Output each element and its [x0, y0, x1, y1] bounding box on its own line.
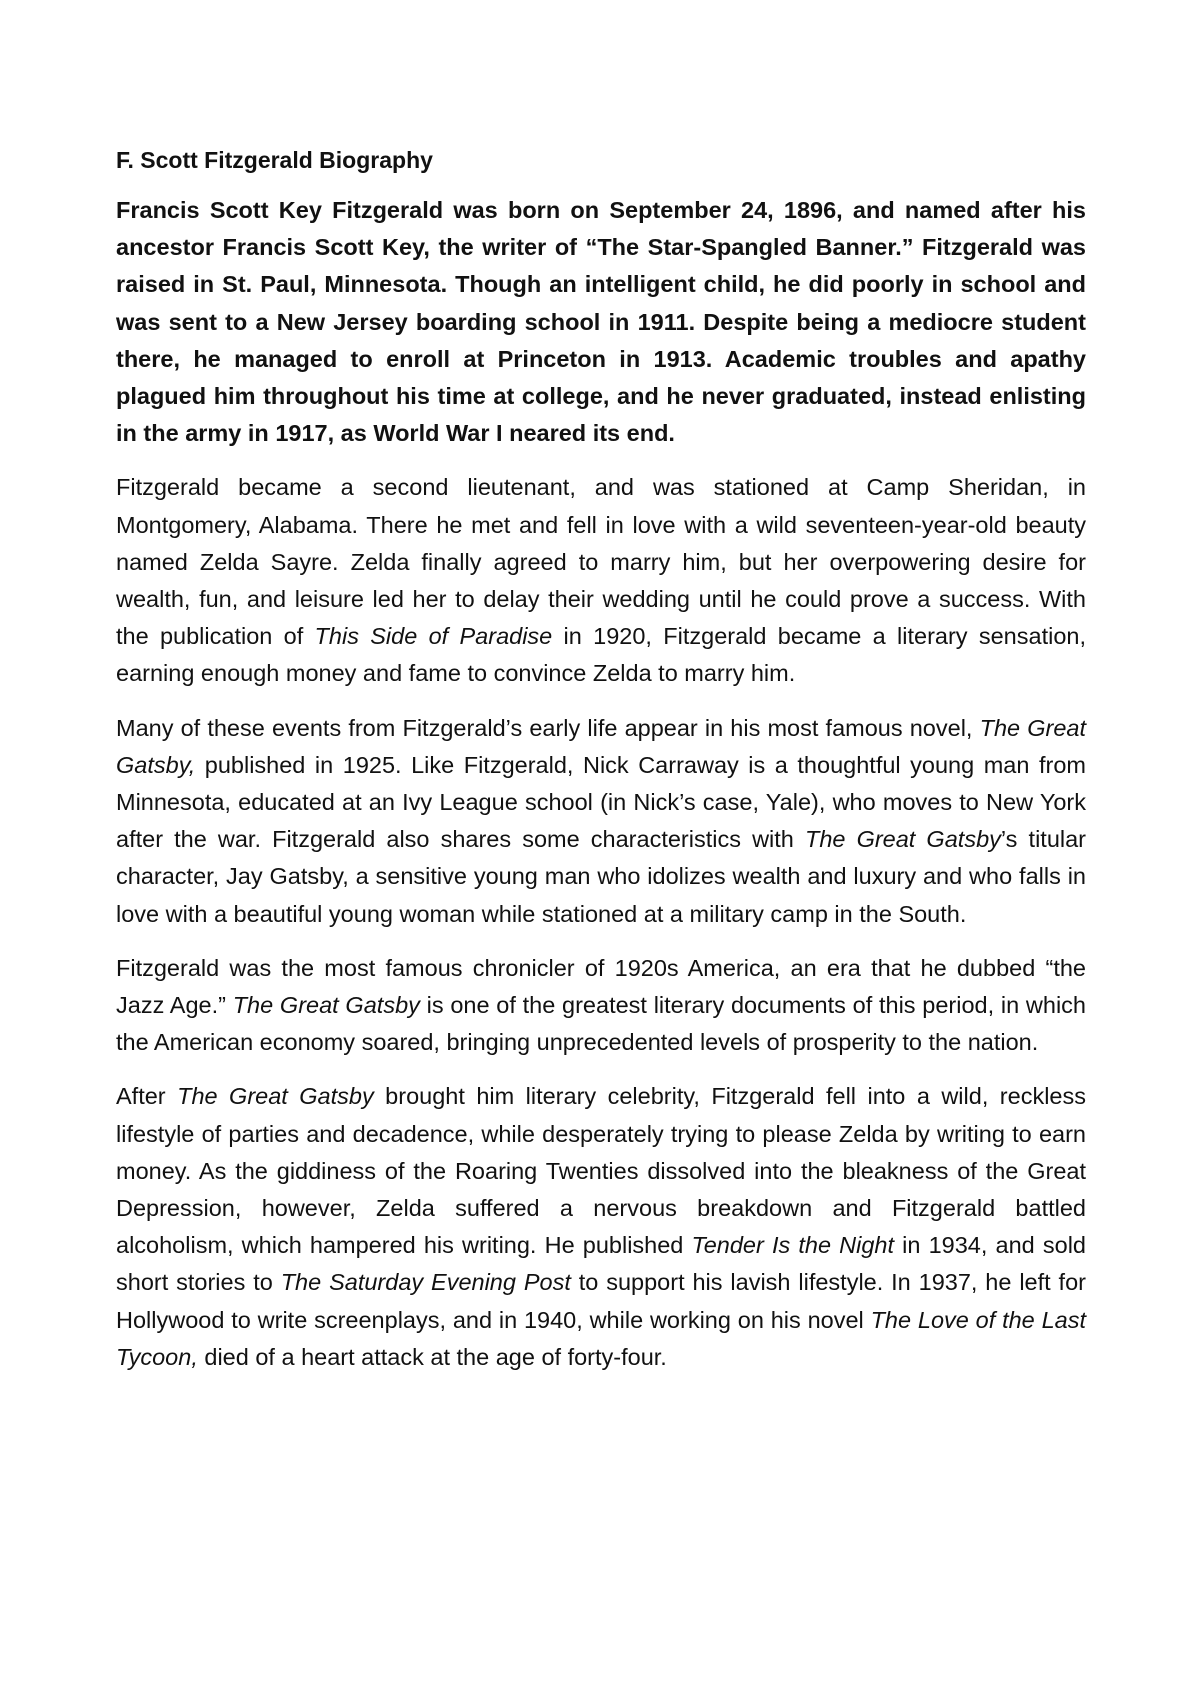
paragraph-intro: Francis Scott Key Fitzgerald was born on September 24, 1896, and named after his ancestor Francis Scott Key, the writer of “The Star-Spangled Banner.” Fitzgerald was raised in St. Paul, Minnesota. Though an intelligent child, he did poorly in school and was sent to a New Jersey boarding school in 1911. Despite being a mediocre student there, he managed to enroll at Princeton in 1913. Academic troubles and apathy plagued him throughout his time at college, and he never graduated, instead enlisting in the army in 1917, as World War I neared its end. — [116, 197, 1086, 447]
text-run: to support his lavish lifestyle. In 1937, he left for Hollywood to write screenplays, and in 1940, while working on his novel — [116, 1269, 1086, 1333]
document-page — [116, 144, 1086, 1393]
book-title: The Great Gatsby, — [116, 714, 1086, 778]
book-title: The Love of the Last Tycoon, — [116, 1306, 1086, 1370]
paragraph-jazz-age — [116, 950, 1086, 1062]
text-run: published in 1925. Like Fitzgerald, Nick Carraway is a thoughtful young man from Minnesota, educated at an Ivy League school (in Nick’s case, Yale), who moves to New York after the war. Fitzgerald also shares some characteristics with — [116, 751, 1086, 853]
book-title: Tender Is the Night — [691, 1232, 895, 1259]
publication-title: The Saturday Evening Post — [280, 1269, 571, 1296]
paragraph-later-life — [116, 1078, 1086, 1376]
text-run: Fitzgerald became a second lieutenant, and was stationed at Camp Sheridan, in Montgomery, Alabama. There he met and fell in love with a wild seventeen-year-old beauty named Zelda Sayre. Zelda finally agreed to marry him, but her overpowering desire for wealth, fun, and leisure led her to delay their wedding until he could prove a success. With the publication of — [116, 474, 1086, 650]
book-title: This Side of Paradise — [314, 623, 553, 650]
document-title: F. Scott Fitzgerald Biography — [116, 147, 433, 173]
text-run: Fitzgerald was the most famous chronicler of 1920s America, an era that he dubbed “the Jazz Age.” — [116, 954, 1086, 1019]
book-title: The Great Gatsby — [804, 826, 1001, 853]
paragraph-lieutenant — [116, 469, 1086, 692]
book-title: The Great Gatsby — [232, 992, 420, 1019]
text-run: After — [116, 1083, 178, 1110]
text-run: in 1934, and sold short stories to — [116, 1232, 1086, 1296]
text-run: is one of the greatest literary documents of this period, in which the American economy soared, bringing unprecedented levels of prosperity to the nation. — [116, 992, 1086, 1056]
text-run: brought him literary celebrity, Fitzgerald fell into a wild, reckless lifestyle of parties and decadence, while desperately trying to please Zelda by writing to earn money. As the giddiness of the Roaring Twenties dissolved into the bleakness of the Great Depression, however, Zelda suffered a nervous breakdown and Fitzgerald battled alcoholism, which hampered his writing. He published — [116, 1083, 1086, 1259]
text-run: Many of these events from Fitzgerald’s early life appear in his most famous novel, — [116, 714, 980, 741]
book-title: The Great Gatsby — [177, 1083, 374, 1110]
text-run: in 1920, Fitzgerald became a literary sensation, earning enough money and fame to convince Zelda to marry him. — [116, 623, 1086, 687]
paragraph-great-gatsby — [116, 710, 1086, 933]
text-run: ’s titular character, Jay Gatsby, a sensitive young man who idolizes wealth and luxury and who falls in love with a beautiful young woman while stationed at a military camp in the South. — [116, 826, 1087, 927]
text-run: died of a heart attack at the age of forty-four. — [197, 1343, 667, 1370]
